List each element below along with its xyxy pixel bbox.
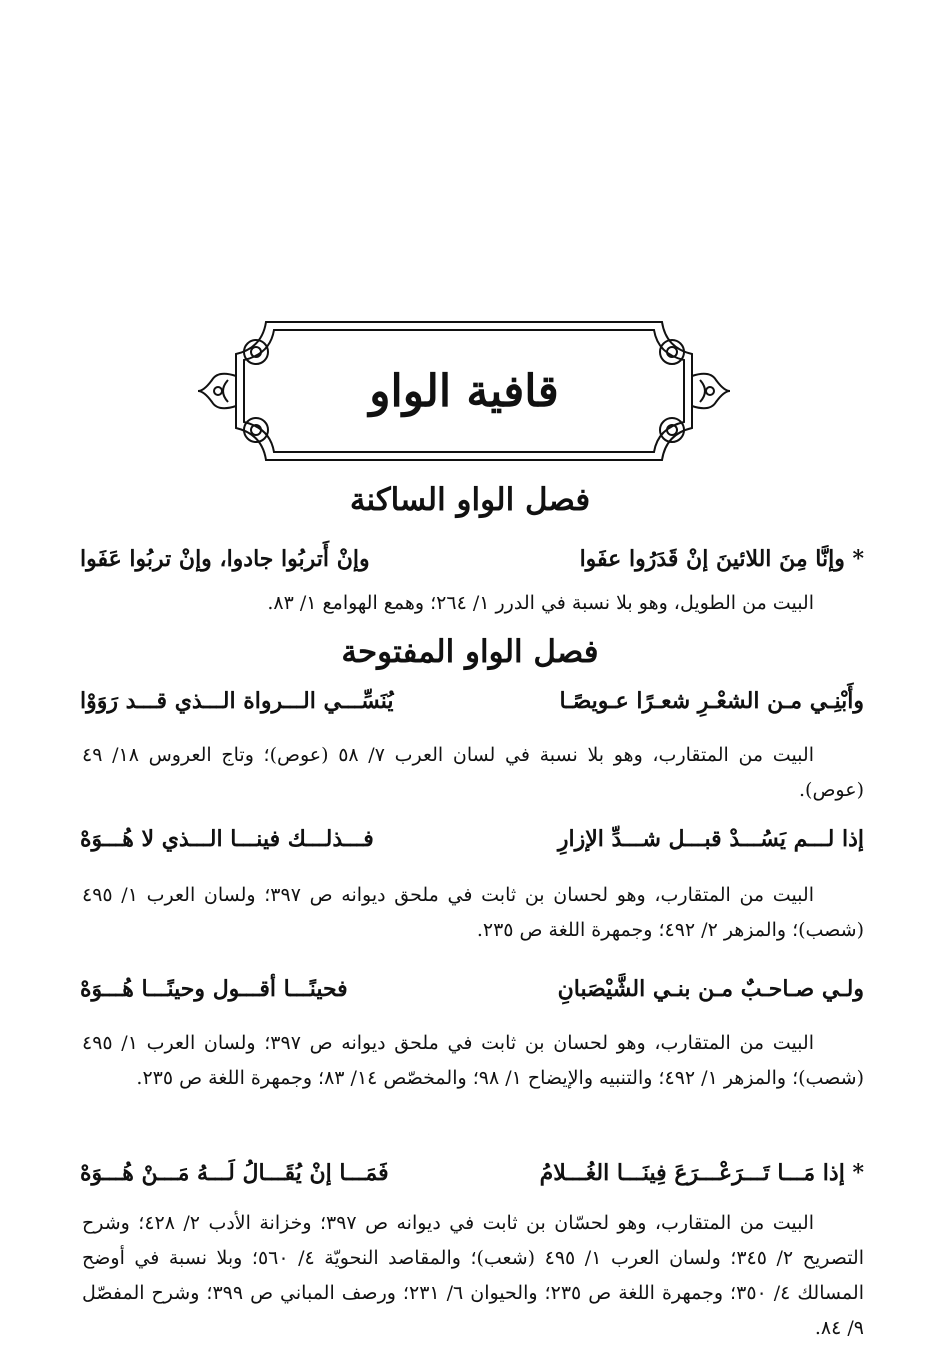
verse-second-hemistich: فَمَـــا إنْ يُقَـــالُ لَـــهُ مَـــنْ هُـــوَهْ (80, 1160, 389, 1186)
verse-source-note: البيت من الطويل، وهو بلا نسبة في الدرر ١/ ٢٦٤؛ وهمع الهوامع ١/ ٨٣. (267, 592, 814, 614)
chapter-title-frame (196, 318, 732, 464)
verse-second-hemistich: فحينًـــا أقـــول وحينًـــا هُـــوَهْ (80, 976, 348, 1002)
verse-second-hemistich: يُنَسِّـــي الـــرواة الـــذي قـــد رَوَوْا (80, 688, 394, 714)
section-title: فصل الواو المفتوحة (341, 634, 599, 670)
section-title: فصل الواو الساكنة (349, 482, 591, 518)
verse-first-hemistich: ولـي صـاحـبٌ مـن بنـي الشَّيْصَبانِ (557, 976, 864, 1002)
verse-source-note: البيت من المتقارب، وهو لحسان بن ثابت في ملحق ديوانه ص ٣٩٧؛ ولسان العرب ١/ ٤٩٥ (شصب)؛ والمزهر ١/ ٤٩٢؛ والتنبيه والإيضاح ١/ ٩٨؛ والمخصّص ١٤/ ٨٣؛ وجمهرة اللغة ص ٢٣٥. (82, 1032, 864, 1089)
verse-line (80, 546, 864, 586)
verse-first-hemistich: * إذا مَـــا تَـــرَعْـــرَعَ فِينَـــا الغُـــلامُ (539, 1160, 864, 1186)
verse-source-note: البيت من المتقارب، وهو لحسّان بن ثابت في ديوانه ص ٣٩٧؛ وخزانة الأدب ٢/ ٤٢٨؛ وشرح التصريح ٢/ ٣٤٥؛ ولسان العرب ١/ ٤٩٥ (شعب)؛ والمقاصد النحويّة ٤/ ٥٦٠؛ وبلا نسبة في أوضح المسالك ٤/ ٣٥٠؛ وجمهرة اللغة ص ٢٣٥؛ والحيوان ٦/ ٢٣١؛ ورصف المباني ص ٣٩٩؛ وشرح المفصّل ٩/ ٨٤. (82, 1212, 864, 1339)
verse-second-hemistich: وإنْ أَتربُوا جادوا، وإنْ تربُوا عَفَوا (80, 546, 370, 572)
verse-line (80, 688, 864, 728)
verse-source-note: البيت من المتقارب، وهو لحسان بن ثابت في ملحق ديوانه ص ٣٩٧؛ ولسان العرب ١/ ٤٩٥ (شصب)؛ والمزهر ٢/ ٤٩٢؛ وجمهرة اللغة ص ٢٣٥. (82, 884, 864, 941)
verse-line (80, 826, 864, 866)
verse-line (80, 1160, 864, 1200)
verse-first-hemistich: * وإنَّا مِنَ اللائينَ إنْ قَدَرُوا عفَوا (579, 546, 864, 572)
chapter-title: قافية الواو (369, 366, 559, 417)
verse-source-note: البيت من المتقارب، وهو بلا نسبة في لسان العرب ٧/ ٥٨ (عوص)؛ وتاج العروس ١٨/ ٤٩ (عوص). (82, 744, 864, 801)
verse-line (80, 976, 864, 1016)
verse-first-hemistich: وأَبْنِـي مـن الشعْـرِ شعـرًا عـويصًـا (559, 688, 864, 714)
verse-first-hemistich: إذا لـــم يَسُـــدْ قبـــل شـــدِّ الإزارِ (557, 826, 864, 852)
verse-second-hemistich: فـــذلـــك فينـــا الـــذي لا هُـــوَهْ (80, 826, 374, 852)
